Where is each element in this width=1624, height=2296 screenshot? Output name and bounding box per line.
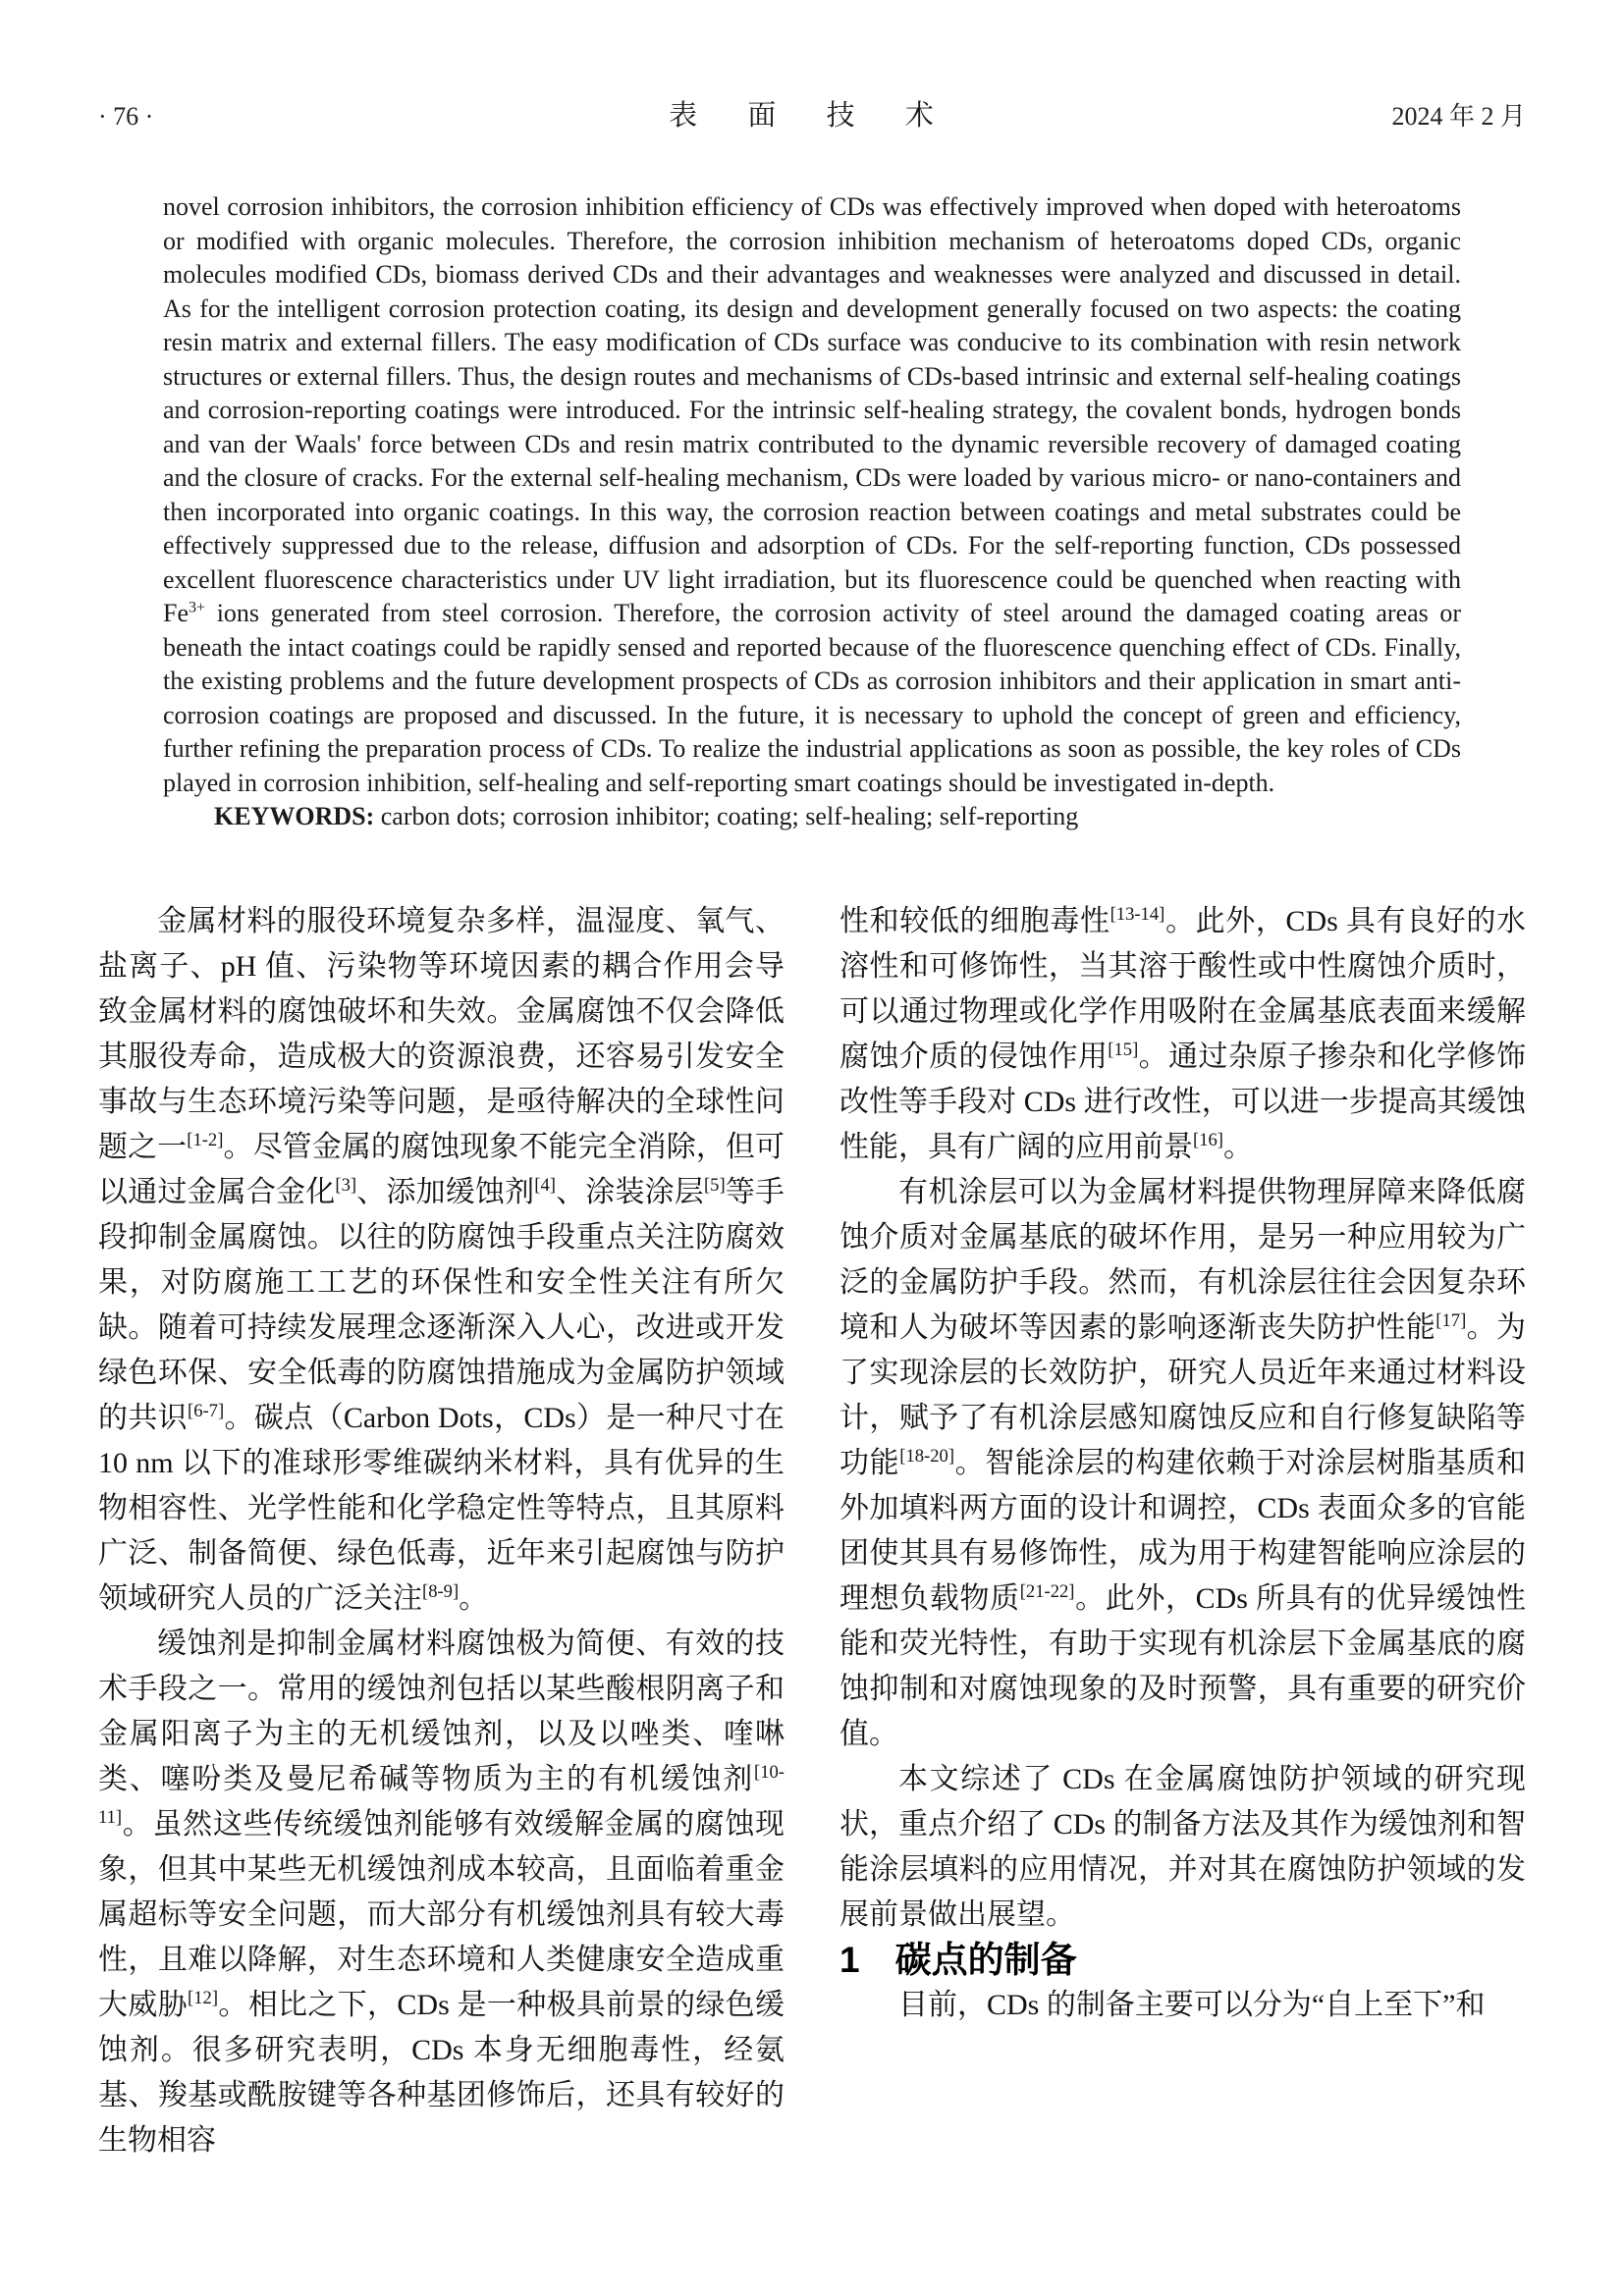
page-number: · 76 · (98, 102, 154, 131)
keywords-line (163, 800, 1461, 834)
paragraph: 性和较低的细胞毒性[13-14]。此外，CDs 具有良好的水溶性和可修饰性，当其溶于酸性或中性腐蚀介质时，可以通过物理或化学作用吸附在金属基底表面来缓解腐蚀介质的侵蚀作用[15]。通过杂原子掺杂和化学修饰改性等手段对 CDs 进行改性，可以进一步提高其缓蚀性能，具有广阔的应用前景[16]。 (839, 903, 1527, 1163)
issue-date: 2024 年 2 月 (1391, 102, 1526, 131)
body-columns (98, 899, 1526, 2163)
paragraph: 目前，CDs 的制备主要可以分为“自上至下”和 (898, 1988, 1486, 2021)
paragraph: 缓蚀剂是抑制金属材料腐蚀极为简便、有效的技术手段之一。常用的缓蚀剂包括以某些酸根阴离子和金属阳离子为主的无机缓蚀剂，以及以唑类、喹啉类、噻吩类及曼尼希碱等物质为主的有机缓蚀剂[10-11]。虽然这些传统缓蚀剂能够有效缓解金属的腐蚀现象，但其中某些无机缓蚀剂成本较高，且面临着重金属超标等安全问题，而大部分有机缓蚀剂具有较大毒性，且难以降解，对生态环境和人类健康安全造成重大威胁[12]。相比之下，CDs 是一种极具前景的绿色缓蚀剂。很多研究表明，CDs 本身无细胞毒性，经氨基、羧基或酰胺键等各种基团修饰后，还具有较好的生物相容 (98, 1627, 785, 2157)
abstract-text: novel corrosion inhibitors, the corrosion inhibition efficiency of CDs was effectively improved when doped with heteroatoms or modified with organic molecules. Therefore, the corrosion inhibition mechanism of heteroatoms doped CDs, organic molecules modified CDs, biomass derived CDs and their advantages and weaknesses were analyzed and discussed in detail. As for the intelligent corrosion protection coating, its design and development generally focused on two aspects: the coating resin matrix and external fillers. The easy modification of CDs surface was conducive to its combination with resin network structures or external fillers. Thus, the design routes and mechanisms of CDs-based intrinsic and external self-healing coatings and corrosion-reporting coatings were introduced. For the intrinsic self-healing strategy, the covalent bonds, hydrogen bonds and van der Waals' force between CDs and resin matrix contributed to the dynamic reversible recovery of damaged coating and the closure of cracks. For the external self-healing mechanism, CDs were loaded by various micro- or nano-containers and then incorporated into organic coatings. In this way, the corrosion reaction between coatings and metal substrates could be effectively suppressed due to the release, diffusion and adsorption of CDs. For the self-reporting function, CDs possessed excellent fluorescence characteristics under UV light irradiation, but its fluorescence could be quenched when reacting with $Fe^{3+}$ ions generated from steel corrosion. Therefore, the corrosion activity of steel around the damaged coating areas or beneath the intact coatings could be rapidly sensed and reported because of the fluorescence quenching effect of CDs. Finally, the existing problems and the future development prospects of CDs as corrosion inhibitors and their application in smart anti-corrosion coatings are proposed and discussed. In the future, it is necessary to uphold the concept of green and efficiency, further refining the preparation process of CDs. To realize the industrial applications as soon as possible, the key roles of CDs played in corrosion inhibition, self-healing and self-reporting smart coatings should be investigated in-depth. (163, 192, 1461, 797)
section-number: 1 (839, 1939, 860, 1980)
keywords-text: carbon dots; corrosion inhibitor; coating; self-healing; self-reporting (374, 802, 1079, 830)
paragraph: 有机涂层可以为金属材料提供物理屏障来降低腐蚀介质对金属基底的破坏作用，是另一种应用较为广泛的金属防护手段。然而，有机涂层往往会因复杂环境和人为破坏等因素的影响逐渐丧失防护性能[17]。为了实现涂层的长效防护，研究人员近年来通过材料设计，赋予了有机涂层感知腐蚀反应和自行修复缺陷等功能[18-20]。智能涂层的构建依赖于对涂层树脂基质和外加填料两方面的设计和调控，CDs 表面众多的官能团使其具有易修饰性，成为用于构建智能响应涂层的理想负载物质[21-22]。此外，CDs 所具有的优异缓蚀性能和荧光特性，有助于实现有机涂层下金属基底的腐蚀抑制和对腐蚀现象的及时预警，具有重要的研究价值。 (839, 1175, 1527, 1750)
running-header (98, 93, 1526, 133)
paragraph: 本文综述了 CDs 在金属腐蚀防护领域的研究现状，重点介绍了 CDs 的制备方法及其作为缓蚀剂和智能涂层填料的应用情况，并对其在腐蚀防护领域的发展前景做出展望。 (839, 1762, 1526, 1931)
journal-title: 表 面 技 术 (669, 100, 955, 132)
section-title: 碳点的制备 (894, 1939, 1077, 1980)
paragraph: 金属材料的服役环境复杂多样，温湿度、氧气、盐离子、pH 值、污染物等环境因素的耦合作用会导致金属材料的腐蚀破坏和失效。金属腐蚀不仅会降低其服役寿命，造成极大的资源浪费，还容易引发安全事故与生态环境污染等问题，是亟待解决的全球性问题之一[1-2]。尽管金属的腐蚀现象不能完全消除，但可以通过金属合金化[3]、添加缓蚀剂[4]、涂装涂层[5]等手段抑制金属腐蚀。以往的防腐蚀手段重点关注防腐效果，对防腐施工工艺的环保性和安全性关注有所欠缺。随着可持续发展理念逐渐深入人心，改进或开发绿色环保、安全低毒的防腐蚀措施成为金属防护领域的共识[6-7]。碳点（Carbon Dots，CDs）是一种尺寸在 10 nm 以下的准球形零维碳纳米材料，具有优异的生物相容性、光学性能和化学稳定性等特点，且其原料广泛、制备简便、绿色低毒，近年来引起腐蚀与防护领域研究人员的广泛关注[8-9]。 (98, 904, 785, 1615)
left-column (98, 899, 785, 2163)
keywords-label: KEYWORDS: (214, 802, 375, 830)
abstract-section (163, 190, 1461, 834)
section-heading (839, 1938, 1526, 1983)
right-column (839, 899, 1526, 2163)
